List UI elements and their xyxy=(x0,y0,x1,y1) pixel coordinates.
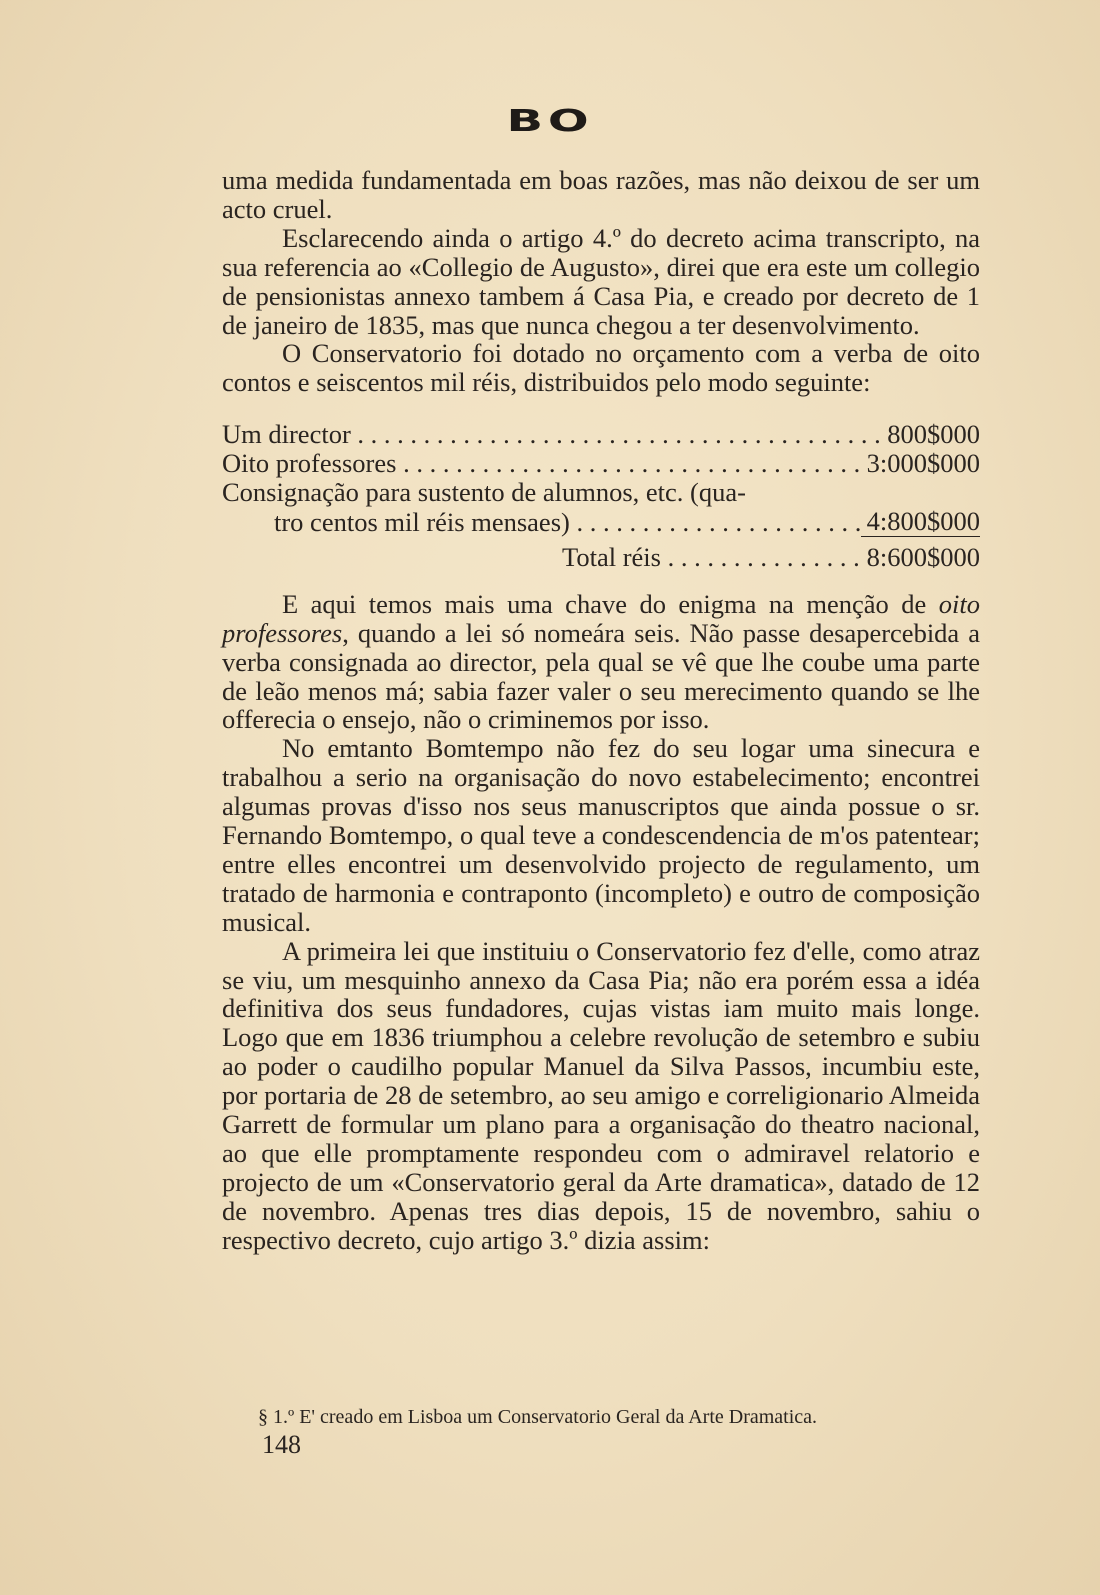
italic-text: oito professores xyxy=(222,588,980,648)
paragraph: No emtanto Bomtempo não fez do seu logar uma sinecura e trabalhou a serio na organisação do novo estabelecimento; encontrei algumas provas d'isso nos seus manuscriptos que ainda possue o sr. Fernando Bomtempo, o qual teve a condescendencia de m'os patentear; entre elles encontrei um desenvolvido projecto de regulamento, um tratado de harmonia e contraponto (incompleto) e outro de composição musical. xyxy=(222,733,980,937)
paragraph: O Conservatorio foi dotado no orçamento com a verba de oito contos e seiscentos mil réis, distribuidos pelo modo seguinte: xyxy=(222,338,980,398)
paragraph xyxy=(222,590,980,735)
ledger-label: Um director . . . xyxy=(222,420,881,449)
ledger-row-label-line xyxy=(222,478,980,507)
ledger-value: 800$000 xyxy=(887,419,980,450)
footnote-text: § 1.º E' creado em Lisboa um Conservatorio Geral da Arte Dramatica. xyxy=(258,1406,818,1428)
ledger-label: Consignação para sustento de alumnos, etc. (qua- xyxy=(222,477,746,508)
paragraph: uma medida fundamentada em boas razões, mas não deixou de ser um acto cruel. xyxy=(222,165,980,224)
footnote xyxy=(222,1385,980,1449)
ledger-label: Oito professores . . . xyxy=(222,449,861,478)
body-text xyxy=(222,166,980,1255)
ledger-value: 4:800$000 xyxy=(861,507,980,537)
text-run: , quando a lei só nomeára seis. Não passe desapercebida a verba consignada ao director, pela qual se vê que lhe coube uma parte de leão menos má; sabia fazer valer o seu merecimento quando se lhe offerecia o ensejo, não o criminemos por isso. xyxy=(222,617,980,735)
text-run: E aqui temos mais uma chave do enigma na menção de xyxy=(282,588,927,619)
ledger-total-row xyxy=(222,543,980,572)
ledger-row xyxy=(222,449,980,478)
paragraph: Esclarecendo ainda o artigo 4.º do decreto acima transcripto, na sua referencia ao «Collegio de Augusto», direi que era este um collegio de pensionistas annexo tambem á Casa Pia, e creado por decreto de 1 de janeiro de 1835, mas que nunca chegou a ter desenvolvimento. xyxy=(222,222,980,340)
ledger-value: 3:000$000 xyxy=(866,448,980,479)
paragraph: A primeira lei que instituiu o Conservatorio fez d'elle, como atraz se viu, um mesquinho annexo da Casa Pia; não era porém essa a idéa definitiva dos seus fundadores, cujas vistas iam muito mais longe. Logo que em 1836 triumphou a celebre revolução de setembro e subiu ao poder o caudilho popular Manuel da Silva Passos, incumbiu este, por portaria de 28 de setembro, ao seu amigo e correligionario Almeida Garrett de formular um plano para a organisação do theatro nacional, ao que elle promptamente respondeu com o admiravel relatorio e projecto de um «Conservatorio geral da Arte dramatica», datado de 12 de novembro. Apenas tres dias depois, 15 de novembro, sahiu o respectivo decreto, cujo artigo 3.º dizia assim: xyxy=(222,935,980,1255)
running-header: BO xyxy=(506,104,594,139)
ledger-total-value: 8:600$000 xyxy=(866,541,980,572)
ledger-label: tro centos mil réis mensaes) . . . xyxy=(274,508,861,537)
ledger-row xyxy=(222,507,980,537)
page-number: 148 xyxy=(262,1430,301,1459)
budget-ledger xyxy=(222,420,980,572)
ledger-row xyxy=(222,420,980,449)
ledger-total-label: Total réis . . . xyxy=(562,543,861,572)
